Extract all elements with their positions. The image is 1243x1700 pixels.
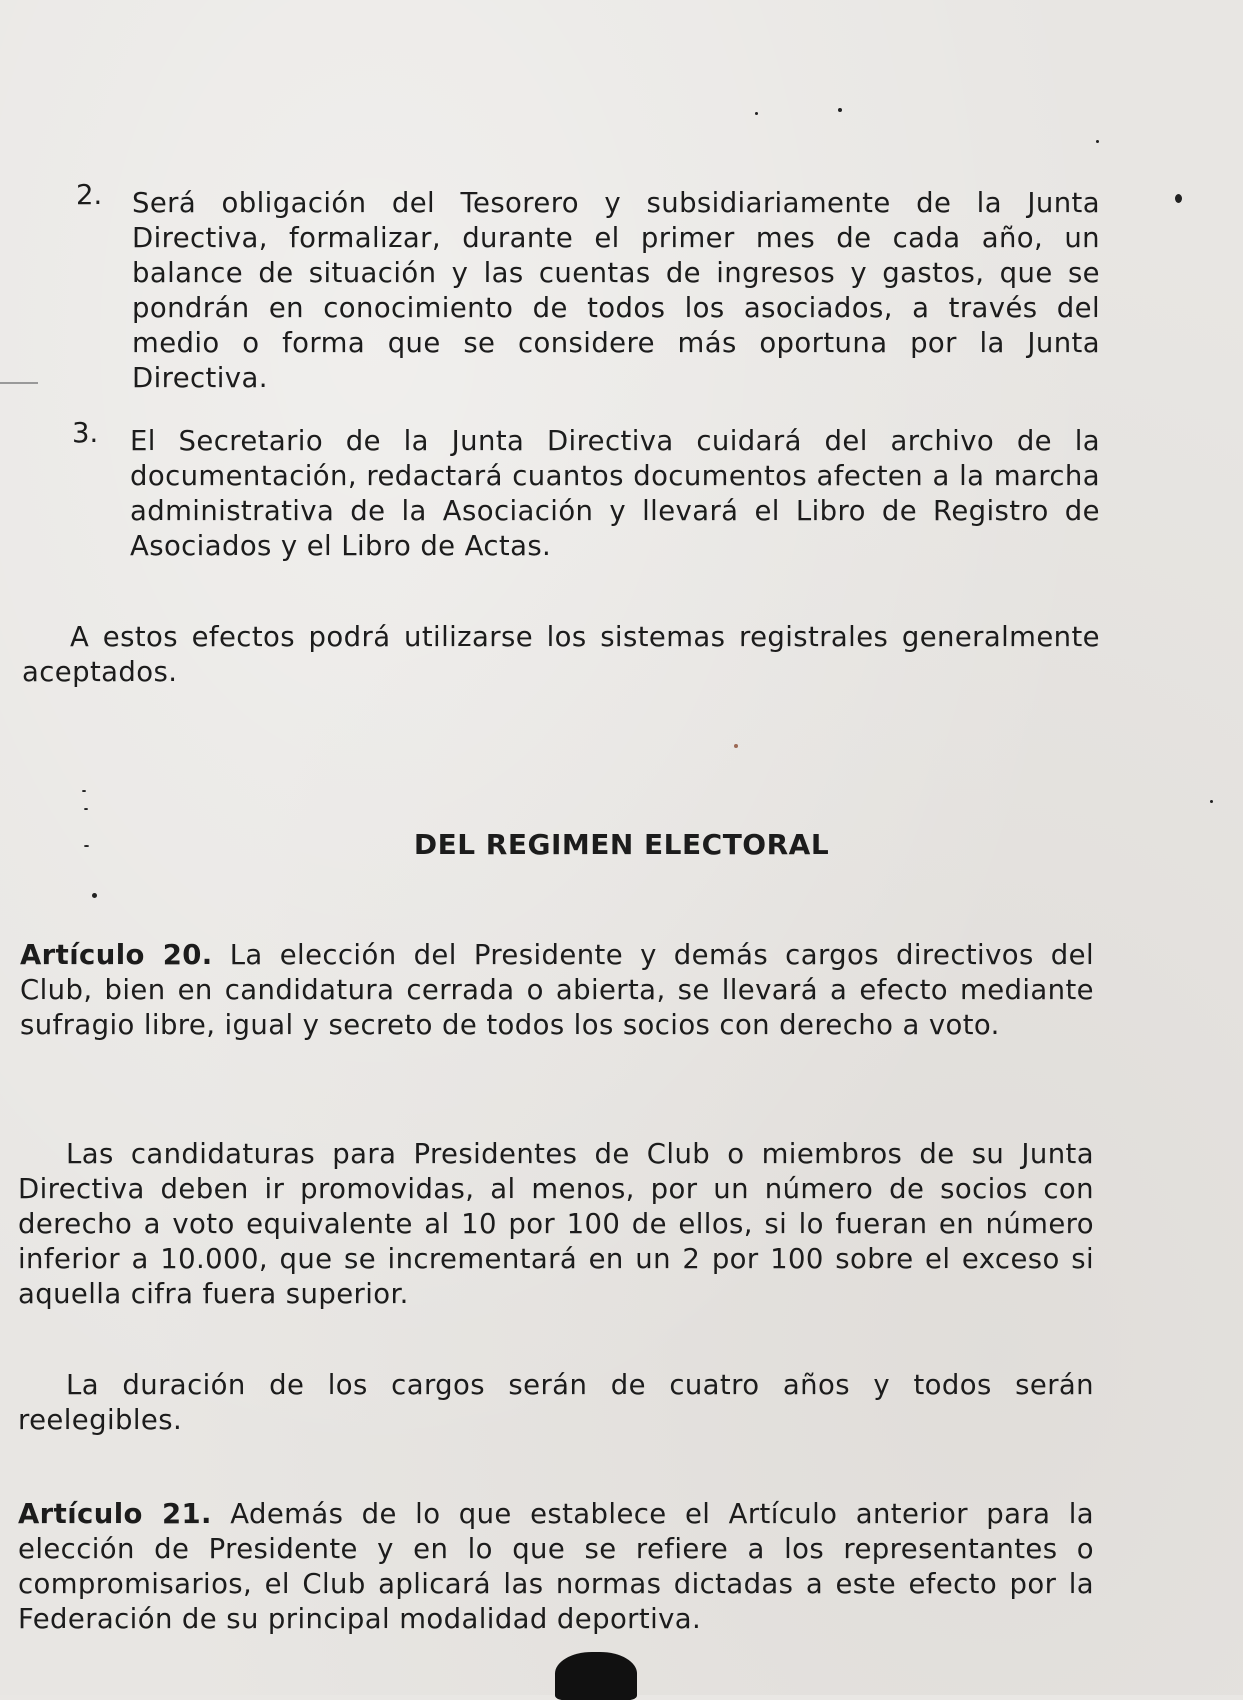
article-20-paragraph bbox=[20, 938, 1094, 1043]
scan-speck bbox=[84, 808, 88, 810]
article-20-paragraph-2: Las candidaturas para Presidentes de Club o miembros de su Junta Directiva deben ir promovidas, al menos, por un número de socios con derecho a voto equivalente al 10 por 100 de ellos, si lo fueran en número inferior a 10.000, que se incrementará en un 2 por 100 sobre el exceso si aquella cifra fuera superior. bbox=[18, 1138, 1094, 1310]
closing-paragraph: A estos efectos podrá utilizarse los sistemas registrales generalmente aceptados. bbox=[22, 621, 1100, 688]
scan-speck bbox=[1096, 140, 1099, 143]
article-21-text: Además de lo que establece el Artículo anterior para la elección de Presidente y en lo que se refiere a los representantes o compromisarios, el Club aplicará las normas dictadas a este efecto por la Federación de su principal modalidad deportiva. bbox=[18, 1498, 1094, 1635]
article-21-paragraph bbox=[18, 1497, 1094, 1637]
item-number: 3. bbox=[72, 417, 99, 449]
article-20-text: La elección del Presidente y demás cargos directivos del Club, bien en candidatura cerrada o abierta, se llevará a efecto mediante sufragio libre, igual y secreto de todos los socios con derecho a voto. bbox=[20, 939, 1094, 1041]
section-heading: DEL REGIMEN ELECTORAL bbox=[413, 828, 830, 861]
scan-speck bbox=[82, 790, 86, 792]
article-21-label: Artículo 21. bbox=[18, 1498, 212, 1530]
item-3-paragraph: El Secretario de la Junta Directiva cuidará del archivo de la documentación, redactará cuantos documentos afecten a la marcha administrativa de la Asociación y llevará el Libro de Registro de Asociados y el Libro de Actas. bbox=[130, 425, 1100, 562]
item-2-paragraph: Será obligación del Tesorero y subsidiariamente de la Junta Directiva, formalizar, durante el primer mes de cada año, un balance de situación y las cuentas de ingresos y gastos, que se pondrán en conocimiento de todos los asociados, a través del medio o forma que se considere más oportuna por la Junta Directiva. bbox=[132, 187, 1100, 394]
article-20-label: Artículo 20. bbox=[20, 939, 213, 971]
margin-mark bbox=[0, 382, 38, 384]
scan-speck bbox=[84, 845, 89, 847]
scan-speck bbox=[838, 108, 842, 112]
scan-speck bbox=[1210, 800, 1213, 803]
scan-speck bbox=[1175, 194, 1182, 203]
scan-speck bbox=[92, 893, 97, 898]
item-number: 2. bbox=[76, 179, 103, 211]
ink-blot bbox=[555, 1652, 637, 1700]
article-20-paragraph-3: La duración de los cargos serán de cuatro años y todos serán reelegibles. bbox=[18, 1369, 1094, 1436]
scan-speck bbox=[755, 112, 758, 115]
scan-speck bbox=[734, 744, 738, 748]
